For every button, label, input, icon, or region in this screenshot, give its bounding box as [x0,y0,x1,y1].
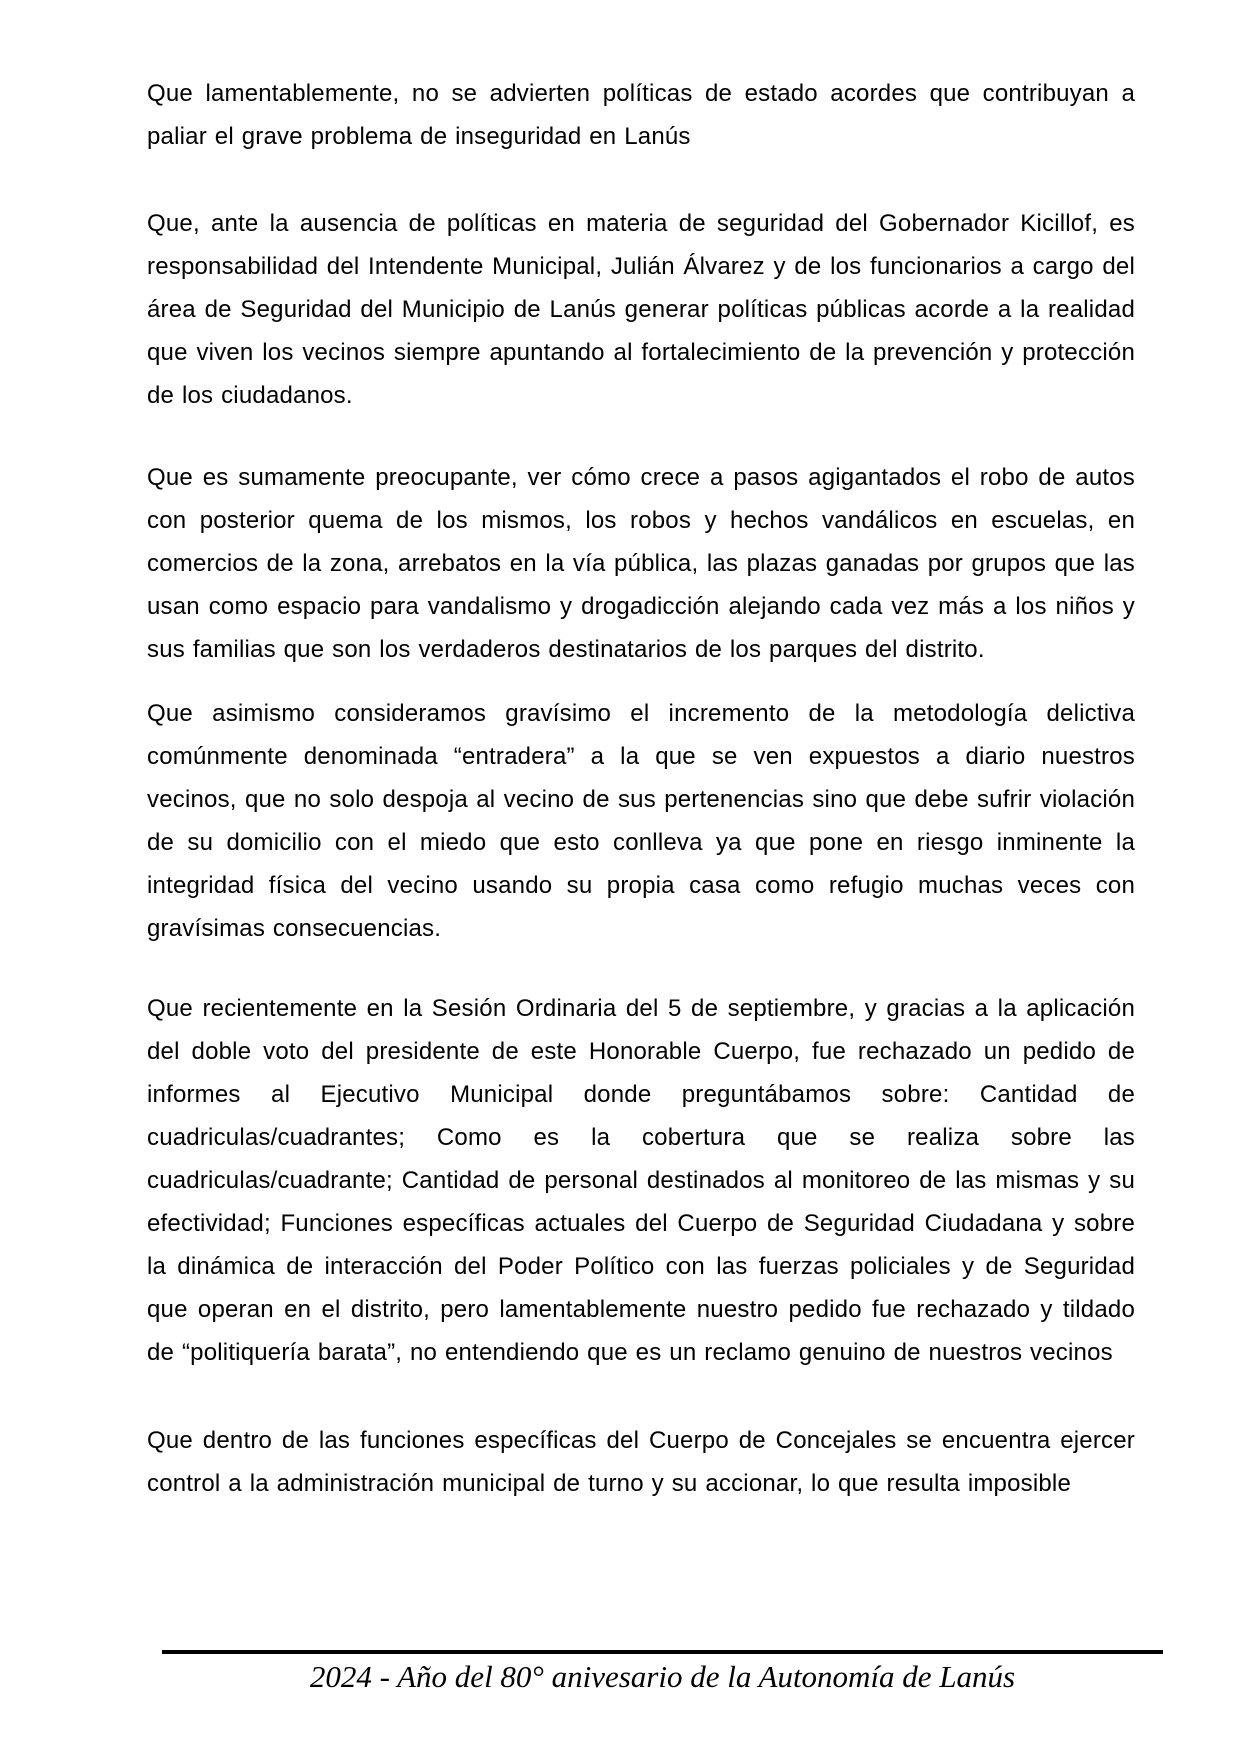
body-paragraph: Que lamentablemente, no se advierten políticas de estado acordes que contribuyan a paliar el grave problema de inseguridad en Lanús [147,80,1135,150]
body-paragraph: Que asimismo consideramos gravísimo el incremento de la metodología delictiva comúnmente denominada “entradera” a la que se ven expuestos a diario nuestros vecinos, que no solo despoja al vecino de sus pertenencias sino que debe sufrir violación de su domicilio con el miedo que esto conlleva ya que pone en riesgo inminente la integridad física del vecino usando su propia casa como refugio muchas veces con gravísimas consecuencias. [147,700,1135,942]
body-paragraph: Que, ante la ausencia de políticas en materia de seguridad del Gobernador Kicillof, es responsabilidad del Intendente Municipal, Julián Álvarez y de los funcionarios a cargo del área de Seguridad del Municipio de Lanús generar políticas públicas acorde a la realidad que viven los vecinos siempre apuntando al fortalecimiento de la prevención y protección de los ciudadanos. [147,210,1135,409]
page-footer [162,1650,1163,1695]
body-paragraph: Que es sumamente preocupante, ver cómo crece a pasos agigantados el robo de autos con posterior quema de los mismos, los robos y hechos vandálicos en escuelas, en comercios de la zona, arrebatos en la vía pública, las plazas ganadas por grupos que las usan como espacio para vandalismo y drogadicción alejando cada vez más a los niños y sus familias que son los verdaderos destinatarios de los parques del distrito. [147,464,1135,663]
body-paragraph: Que recientemente en la Sesión Ordinaria del 5 de septiembre, y gracias a la aplicación del doble voto del presidente de este Honorable Cuerpo, fue rechazado un pedido de informes al Ejecutivo Municipal donde preguntábamos sobre: Cantidad de cuadriculas/cuadrantes; Como es la cobertura que se realiza sobre las cuadriculas/cuadrante; Cantidad de personal destinados al monitoreo de las mismas y su efectividad; Funciones específicas actuales del Cuerpo de Seguridad Ciudadana y sobre la dinámica de interacción del Poder Político con las fuerzas policiales y de Seguridad que operan en el distrito, pero lamentablemente nuestro pedido fue rechazado y tildado de “politiquería barata”, no entendiendo que es un reclamo genuino de nuestros vecinos [147,995,1135,1366]
document-body [147,72,1135,1505]
body-paragraph: Que dentro de las funciones específicas del Cuerpo de Concejales se encuentra ejercer control a la administración municipal de turno y su accionar, lo que resulta imposible [147,1427,1135,1497]
footer-anniversary-text: 2024 - Año del 80° anivesario de la Autonomía de Lanús [309,1659,1016,1694]
